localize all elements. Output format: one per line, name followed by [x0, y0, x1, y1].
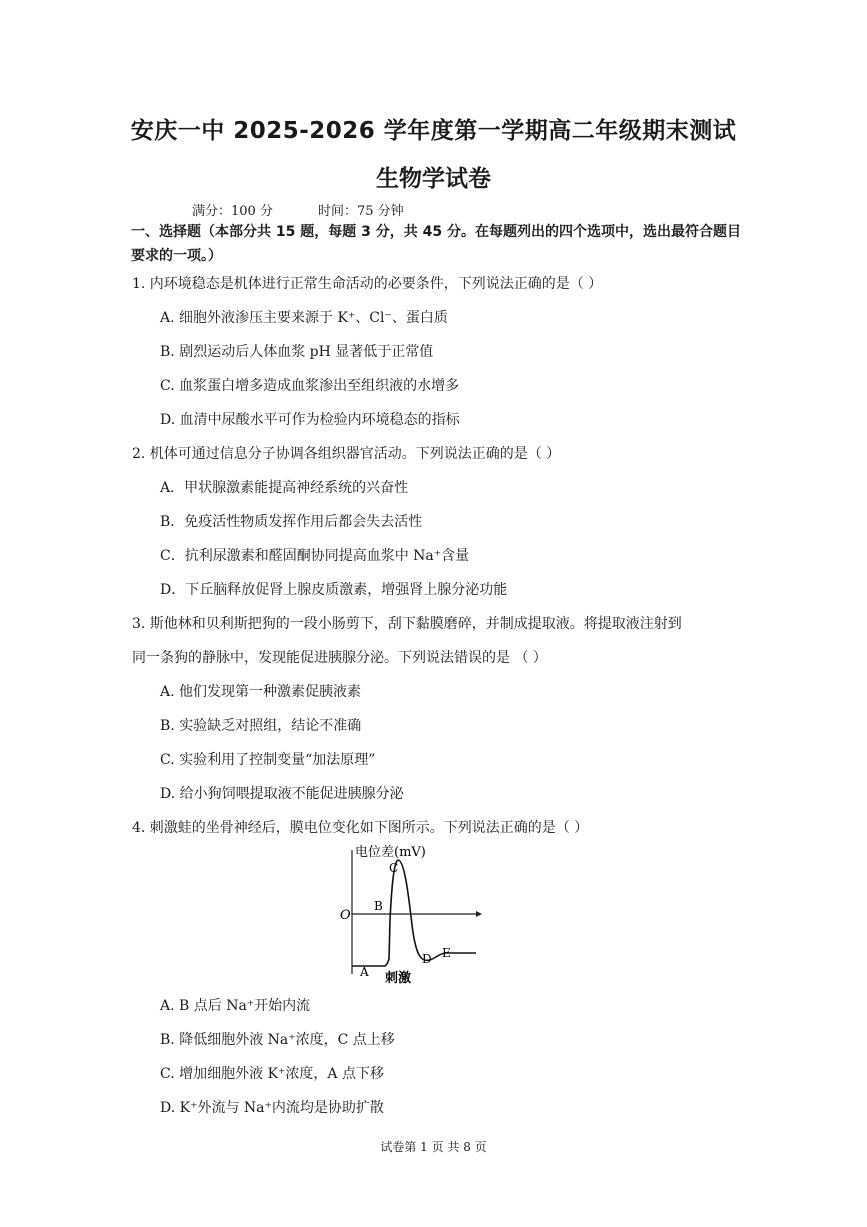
- point-label-a: A: [360, 965, 369, 979]
- question-1-option-a: A. 细胞外液渗压主要来源于 K⁺、Cl⁻、蛋白质: [160, 310, 448, 326]
- question-4-option-c: C. 增加细胞外液 K⁺浓度，A 点下移: [160, 1066, 384, 1082]
- origin-label: O: [340, 908, 351, 923]
- question-4-stem: 4. 刺激蛙的坐骨神经后，膜电位变化如下图所示。下列说法正确的是（ ）: [132, 820, 589, 836]
- section-heading: 一、选择题（本部分共 15 题，每题 3 分，共 45 分。在每题列出的四个选项中，选出最符合题目要求的一项。）: [131, 224, 741, 264]
- question-3-option-a: A. 他们发现第一种激素促胰液素: [160, 684, 362, 700]
- y-axis-label: 电位差(mV): [355, 845, 426, 860]
- question-2-option-c: C．抗利尿激素和醛固酮协同提高血浆中 Na⁺含量: [160, 548, 470, 564]
- x-axis-arrow: [476, 911, 482, 917]
- point-label-c: C: [389, 861, 399, 875]
- membrane-potential-chart: [330, 840, 490, 990]
- question-1-option-b: B. 剧烈运动后人体血浆 pH 显著低于正常值: [160, 344, 434, 360]
- point-label-b: B: [374, 899, 383, 913]
- question-2-stem: 2. 机体可通过信息分子协调各组织器官活动。下列说法正确的是（ ）: [132, 446, 561, 462]
- exam-title: 安庆一中 2025-2026 学年度第一学期高二年级期末测试: [130, 118, 737, 144]
- question-1-option-c: C. 血浆蛋白增多造成血浆渗出至组织液的水增多: [160, 378, 460, 394]
- question-3-option-d: D. 给小狗饲喂提取液不能促进胰腺分泌: [160, 786, 404, 802]
- point-label-d: D: [422, 952, 432, 966]
- potential-curve: [352, 860, 476, 966]
- full-score: 满分：100 分: [192, 204, 273, 219]
- question-3-stem-line1: 3. 斯他林和贝利斯把狗的一段小肠剪下，刮下黏膜磨碎，并制成提取液。将提取液注射到: [132, 616, 682, 632]
- page-footer: 试卷第 1 页 共 8 页: [380, 1140, 487, 1154]
- question-3-option-c: C. 实验利用了控制变量“加法原理”: [160, 752, 376, 768]
- question-1-option-d: D. 血清中尿酸水平可作为检验内环境稳态的指标: [160, 412, 460, 428]
- question-4-option-d: D. K⁺外流与 Na⁺内流均是协助扩散: [160, 1100, 384, 1116]
- question-3-option-b: B. 实验缺乏对照组，结论不准确: [160, 718, 362, 734]
- subject-title: 生物学试卷: [376, 166, 491, 192]
- question-1-stem: 1. 内环境稳态是机体进行正常生命活动的必要条件，下列说法正确的是（ ）: [132, 276, 603, 292]
- exam-time: 时间：75 分钟: [318, 204, 404, 219]
- question-4-option-a: A. B 点后 Na⁺开始内流: [160, 998, 311, 1014]
- point-label-e: E: [442, 946, 451, 960]
- question-4-option-b: B. 降低细胞外液 Na⁺浓度，C 点上移: [160, 1032, 395, 1048]
- question-3-stem-line2: 同一条狗的静脉中，发现能促进胰腺分泌。下列说法错误的是 （ ）: [132, 650, 547, 666]
- stimulus-label: 刺激: [385, 971, 412, 986]
- question-2-option-b: B．免疫活性物质发挥作用后都会失去活性: [160, 514, 423, 530]
- question-2-option-d: D．下丘脑释放促肾上腺皮质激素，增强肾上腺分泌功能: [160, 582, 508, 598]
- question-2-option-a: A．甲状腺激素能提高神经系统的兴奋性: [160, 480, 409, 496]
